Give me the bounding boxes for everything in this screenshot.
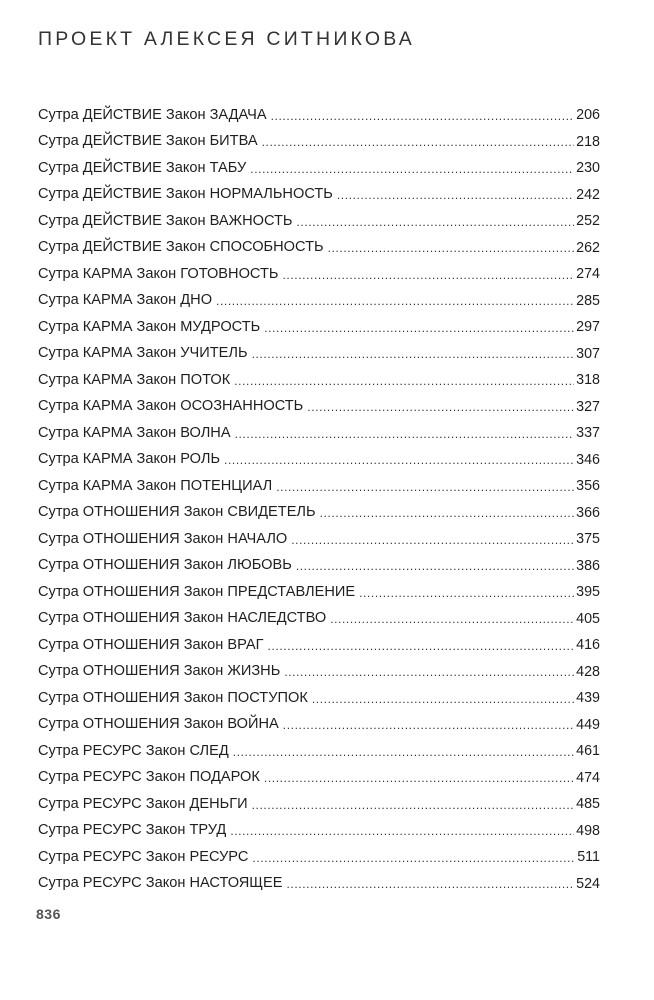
dot-leader <box>282 267 574 282</box>
dot-leader <box>291 532 574 547</box>
toc-entry-page: 386 <box>576 557 600 574</box>
toc-entry-title: Сутра РЕСУРС Закон ПОДАРОК <box>38 769 260 786</box>
dot-leader <box>286 876 574 891</box>
toc-entry-page: 439 <box>576 690 600 707</box>
toc-entry-title: Сутра КАРМА Закон ГОТОВНОСТЬ <box>38 265 279 282</box>
toc-entry-title: Сутра ОТНОШЕНИЯ Закон ВОЙНА <box>38 716 279 733</box>
dot-leader <box>224 452 574 467</box>
toc-entry <box>38 865 600 892</box>
page-number: 836 <box>36 906 61 922</box>
toc-entry-page: 206 <box>576 107 600 124</box>
toc-entry-title: Сутра КАРМА Закон ПОТОК <box>38 371 231 388</box>
toc-entry <box>38 467 600 494</box>
toc-entry <box>38 600 600 627</box>
dot-leader <box>312 691 574 706</box>
toc-entry-title: Сутра ДЕЙСТВИЕ Закон ВАЖНОСТЬ <box>38 212 293 229</box>
toc-entry <box>38 149 600 176</box>
toc-entry-page: 218 <box>576 133 600 150</box>
dot-leader <box>297 214 575 229</box>
toc-entry-title: Сутра ОТНОШЕНИЯ Закон ПОСТУПОК <box>38 689 308 706</box>
toc-entry <box>38 361 600 388</box>
toc-entry-title: Сутра КАРМА Закон РОЛЬ <box>38 451 221 468</box>
toc-entry-page: 375 <box>576 531 600 548</box>
toc-entry-page: 346 <box>576 451 600 468</box>
toc-entry-page: 252 <box>576 213 600 230</box>
toc-entry-title: Сутра РЕСУРС Закон СЛЕД <box>38 742 229 759</box>
toc-entry-title: Сутра ОТНОШЕНИЯ Закон НАСЛЕДСТВО <box>38 610 327 627</box>
dot-leader <box>230 823 574 838</box>
toc-entry <box>38 494 600 521</box>
toc-entry-title: Сутра ОТНОШЕНИЯ Закон ЖИЗНЬ <box>38 663 281 680</box>
dot-leader <box>296 558 574 573</box>
toc-entry-title: Сутра ДЕЙСТВИЕ Закон СПОСОБНОСТЬ <box>38 239 324 256</box>
toc-entry <box>38 202 600 229</box>
toc-entry-page: 262 <box>576 239 600 256</box>
toc-entry <box>38 388 600 415</box>
toc-entry-title: Сутра ОТНОШЕНИЯ Закон ЛЮБОВЬ <box>38 557 292 574</box>
dot-leader <box>359 585 574 600</box>
toc-entry <box>38 308 600 335</box>
toc-entry-page: 274 <box>576 266 600 283</box>
dot-leader <box>268 638 575 653</box>
toc-entry-page: 485 <box>576 796 600 813</box>
dot-leader <box>216 293 574 308</box>
toc-entry <box>38 626 600 653</box>
dot-leader <box>233 744 574 759</box>
dot-leader <box>330 611 574 626</box>
toc-entry-title: Сутра КАРМА Закон ПОТЕНЦИАЛ <box>38 477 273 494</box>
toc-entry <box>38 706 600 733</box>
toc-entry <box>38 96 600 123</box>
toc-entry <box>38 573 600 600</box>
dot-leader <box>252 850 575 865</box>
dot-leader <box>320 505 575 520</box>
toc-entry <box>38 335 600 362</box>
toc-entry-page: 297 <box>576 319 600 336</box>
toc-entry <box>38 653 600 680</box>
dot-leader <box>328 240 575 255</box>
toc-entry <box>38 732 600 759</box>
toc-entry-title: Сутра РЕСУРС Закон НАСТОЯЩЕЕ <box>38 875 283 892</box>
toc-entry <box>38 547 600 574</box>
dot-leader <box>337 187 574 202</box>
toc-entry-title: Сутра КАРМА Закон ВОЛНА <box>38 424 231 441</box>
toc-entry-page: 366 <box>576 504 600 521</box>
toc-entry-page: 461 <box>576 743 600 760</box>
dot-leader <box>262 134 575 149</box>
toc-entry-page: 511 <box>577 849 600 866</box>
dot-leader <box>252 797 575 812</box>
dot-leader <box>307 399 574 414</box>
toc-entry <box>38 520 600 547</box>
toc-entry <box>38 414 600 441</box>
toc-entry-page: 337 <box>576 425 600 442</box>
toc-entry-title: Сутра ОТНОШЕНИЯ Закон СВИДЕТЕЛЬ <box>38 504 316 521</box>
toc-entry-page: 307 <box>576 345 600 362</box>
dot-leader <box>264 770 574 785</box>
toc-entry <box>38 282 600 309</box>
toc-entry <box>38 812 600 839</box>
dot-leader <box>252 346 575 361</box>
toc-entry-page: 449 <box>576 716 600 733</box>
toc-entry <box>38 785 600 812</box>
toc-entry <box>38 123 600 150</box>
toc-entry-title: Сутра КАРМА Закон УЧИТЕЛЬ <box>38 345 248 362</box>
toc-entry-page: 498 <box>576 822 600 839</box>
dot-leader <box>283 717 574 732</box>
toc-entry <box>38 441 600 468</box>
toc-entry-title: Сутра КАРМА Закон ДНО <box>38 292 213 309</box>
toc-entry-title: Сутра ОТНОШЕНИЯ Закон ВРАГ <box>38 636 264 653</box>
toc-entry-title: Сутра ДЕЙСТВИЕ Закон БИТВА <box>38 133 258 150</box>
toc-entry <box>38 759 600 786</box>
toc-entry-page: 474 <box>576 769 600 786</box>
toc-entry <box>38 176 600 203</box>
toc-entry-title: Сутра КАРМА Закон МУДРОСТЬ <box>38 318 261 335</box>
toc-entry-page: 416 <box>576 637 600 654</box>
dot-leader <box>250 161 574 176</box>
toc-entry-page: 428 <box>576 663 600 680</box>
toc-entry-title: Сутра ДЕЙСТВИЕ Закон ТАБУ <box>38 159 247 176</box>
toc-entry <box>38 679 600 706</box>
toc-entry-title: Сутра РЕСУРС Закон РЕСУРС <box>38 848 249 865</box>
toc-entry-title: Сутра ОТНОШЕНИЯ Закон ПРЕДСТАВЛЕНИЕ <box>38 583 356 600</box>
dot-leader <box>276 479 574 494</box>
dot-leader <box>235 426 575 441</box>
toc-entry-page: 327 <box>576 398 600 415</box>
toc-entry <box>38 229 600 256</box>
toc-entry-page: 524 <box>576 875 600 892</box>
dot-leader <box>264 320 574 335</box>
toc-entry-page: 242 <box>576 186 600 203</box>
toc-entry <box>38 255 600 282</box>
toc-entry-page: 395 <box>576 584 600 601</box>
dot-leader <box>234 373 574 388</box>
toc-entry <box>38 838 600 865</box>
toc-entry-page: 356 <box>576 478 600 495</box>
dot-leader <box>284 664 574 679</box>
toc-entry-page: 318 <box>576 372 600 389</box>
toc-entry-title: Сутра КАРМА Закон ОСОЗНАННОСТЬ <box>38 398 304 415</box>
toc-entry-page: 285 <box>576 292 600 309</box>
toc-entry-page: 230 <box>576 160 600 177</box>
toc-entry-title: Сутра ДЕЙСТВИЕ Закон НОРМАЛЬНОСТЬ <box>38 186 333 203</box>
table-of-contents <box>38 96 600 891</box>
running-header: ПРОЕКТ АЛЕКСЕЯ СИТНИКОВА <box>38 28 416 50</box>
toc-entry-title: Сутра РЕСУРС Закон ТРУД <box>38 822 227 839</box>
toc-entry-title: Сутра ДЕЙСТВИЕ Закон ЗАДАЧА <box>38 106 267 123</box>
toc-entry-title: Сутра РЕСУРС Закон ДЕНЬГИ <box>38 795 248 812</box>
toc-entry-page: 405 <box>576 610 600 627</box>
dot-leader <box>271 108 575 123</box>
toc-entry-title: Сутра ОТНОШЕНИЯ Закон НАЧАЛО <box>38 530 288 547</box>
